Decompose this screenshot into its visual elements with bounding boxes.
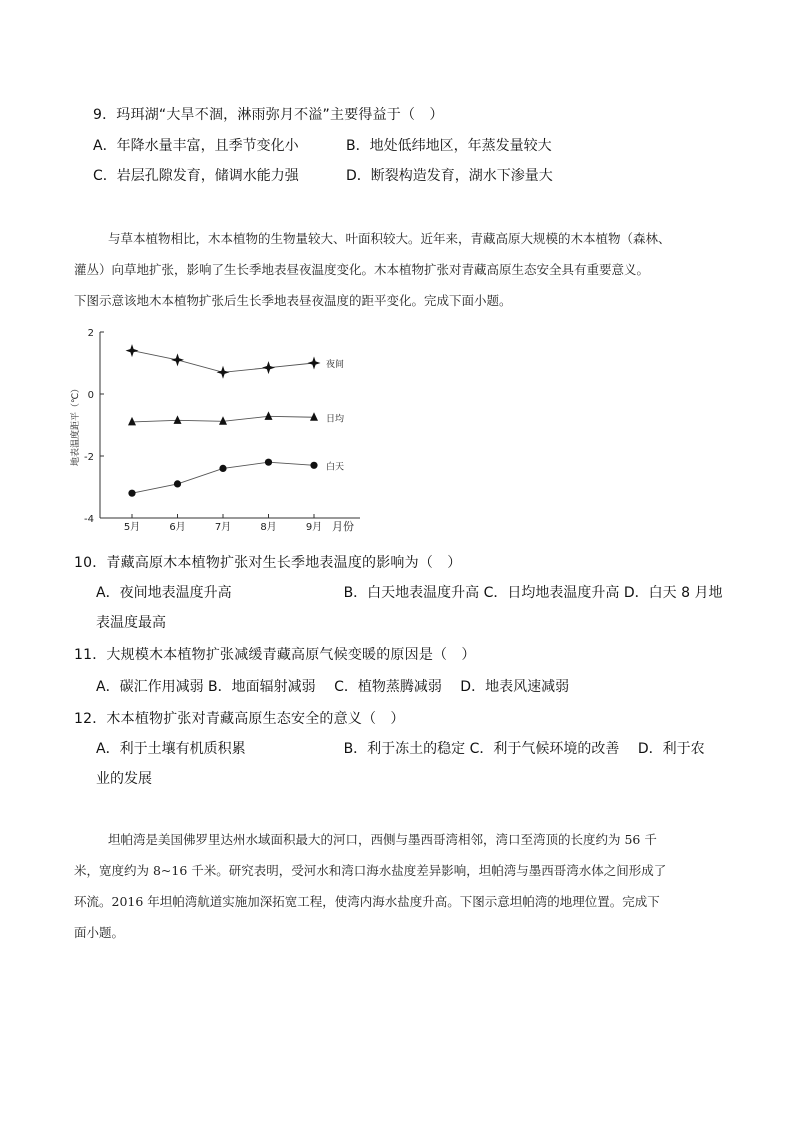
data-point-triangle	[265, 411, 273, 420]
x-tick-label: 5月	[123, 522, 141, 533]
passage1-line-2: 灌丛）向草地扩张，影响了生长季地表昼夜温度变化。木本植物扩张对青藏高原生态安全具有重要意义。	[74, 262, 650, 277]
data-point-circle	[265, 459, 272, 466]
data-point-circle	[174, 480, 181, 487]
data-point-triangle	[174, 415, 182, 424]
y-axis-label: 地表温度距平（℃）	[71, 383, 81, 467]
passage2-line-2: 米，宽度约为 8~16 千米。研究表明，受河水和湾口海水盐度差异影响，坦帕湾与墨西哥湾水体之间形成了	[74, 863, 667, 878]
data-point-circle	[310, 462, 317, 469]
data-point-triangle	[310, 412, 318, 421]
q10-options-line-2: 表温度最高	[96, 615, 166, 631]
q9-option-d: D．断裂构造发育，湖水下渗量大	[346, 168, 553, 184]
series-label: 日均	[326, 414, 345, 425]
passage2-line-1: 坦帕湾是美国佛罗里达州水域面积最大的河口，西侧与墨西哥湾相邻，湾口至湾顶的长度约为 56 千	[108, 832, 657, 847]
data-point-triangle	[128, 417, 136, 426]
x-tick-label: 9月	[305, 522, 323, 533]
q10-options-line-1: A．夜间地表温度升高 B．白天地表温度升高 C．日均地表温度升高 D．白天 8 月地	[96, 585, 723, 601]
data-point-star	[171, 353, 184, 366]
passage1-line-3: 下图示意该地木本植物扩张后生长季地表昼夜温度的距平变化。完成下面小题。	[74, 293, 512, 308]
q9-option-b: B．地处低纬地区，年蒸发量较大	[346, 138, 552, 154]
q12-options-line-1: A．利于土壤有机质积累 B．利于冻土的稳定 C．利于气候环境的改善 D．利于农	[96, 741, 705, 757]
data-point-circle	[219, 465, 226, 472]
series-label: 白天	[326, 462, 345, 473]
passage2-line-3: 环流。2016 年坦帕湾航道实施加深拓宽工程，使湾内海水盐度升高。下图示意坦帕湾的地理位置。完成下	[74, 894, 660, 909]
x-tick-label: 6月	[169, 522, 186, 533]
x-tick-label: 7月	[214, 522, 232, 533]
q12-stem: 12．木本植物扩张对青藏高原生态安全的意义（ ）	[74, 711, 405, 727]
data-point-star	[126, 344, 139, 357]
q9-stem: 9．玛珥湖“大旱不涸，淋雨弥月不溢”主要得益于（ ）	[93, 107, 444, 123]
q10-stem: 10．青藏高原木本植物扩张对生长季地表温度的影响为（ ）	[74, 555, 462, 571]
q11-options-line-1: A．碳汇作用减弱 B．地面辐射减弱 C．植物蒸腾减弱 D．地表风速减弱	[96, 679, 570, 695]
x-axis-label: 月份	[332, 520, 354, 533]
data-point-star	[308, 357, 321, 370]
series-label: 夜间	[326, 360, 345, 370]
y-tick-label: 2	[87, 328, 94, 339]
q9-option-a: A．年降水量丰富，且季节变化小	[93, 138, 299, 154]
passage2-line-4: 面小题。	[74, 925, 125, 940]
y-tick-label: -4	[84, 514, 94, 525]
q9-option-c: C．岩层孔隙发育，储调水能力强	[93, 168, 299, 184]
data-point-circle	[128, 490, 135, 497]
y-tick-label: 0	[87, 390, 94, 401]
temperature-anomaly-chart	[60, 318, 380, 538]
q11-stem: 11．大规模木本植物扩张减缓青藏高原气候变暖的原因是（ ）	[74, 647, 476, 663]
data-point-star	[217, 366, 230, 379]
data-point-star	[262, 361, 275, 374]
q12-options-line-2: 业的发展	[96, 771, 152, 787]
passage1-line-1: 与草本植物相比，木本植物的生物量较大、叶面积较大。近年来，青藏高原大规模的木本植物（森林、	[108, 231, 671, 246]
x-tick-label: 8月	[260, 522, 277, 533]
y-tick-label: -2	[84, 452, 94, 463]
